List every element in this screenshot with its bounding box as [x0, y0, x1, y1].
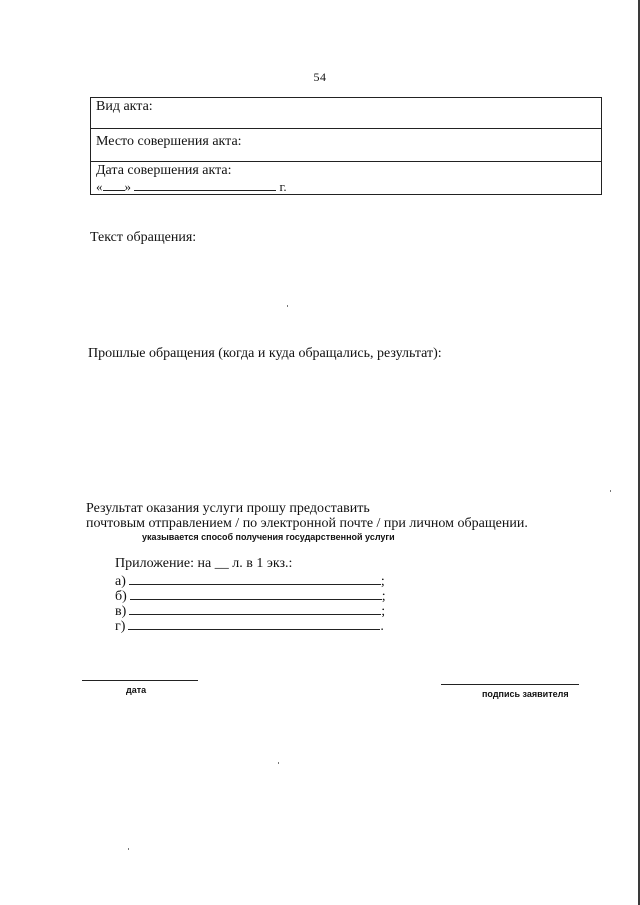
applicant-signature-line [441, 684, 579, 685]
act-date-fill-line [96, 178, 287, 195]
result-line-1: Результат оказания услуги прошу предоставить [86, 501, 370, 516]
act-date-label: Дата совершения акта: [96, 163, 232, 178]
annex-blank [130, 587, 382, 600]
page-number: 54 [313, 70, 327, 84]
annex-end: . [380, 619, 384, 634]
day-blank [103, 178, 125, 191]
date-open-quote: « [96, 179, 103, 194]
annex-title: Приложение: на __ л. в 1 экз.: [115, 556, 293, 571]
date-close-quote: » [124, 179, 131, 194]
annex-letter: а) [115, 574, 126, 589]
annex-end: ; [380, 574, 385, 589]
annex-letter: б) [115, 589, 127, 604]
signature-caption: подпись заявителя [482, 689, 569, 699]
annex-item-d [115, 617, 384, 635]
annex-end: ; [381, 589, 386, 604]
appeal-text-label: Текст обращения: [90, 230, 197, 245]
act-info-table [90, 97, 602, 195]
annex-blank [129, 572, 381, 585]
act-date-row [91, 162, 601, 194]
result-line-2: почтовым отправлением / по электронной почте / при личном обращении. [86, 516, 528, 531]
scan-speck [128, 848, 129, 850]
scan-speck [610, 490, 611, 492]
date-caption: дата [126, 685, 147, 695]
annex-blank [129, 602, 381, 615]
annex-blank [128, 617, 380, 630]
year-suffix: г. [279, 179, 287, 194]
annex-end: ; [381, 604, 386, 619]
act-kind-row [91, 98, 601, 129]
annex-letter: г) [115, 619, 126, 634]
result-hint: указывается способ получения государственной услуги [142, 532, 395, 542]
act-kind-label: Вид акта: [96, 99, 153, 114]
act-place-row [91, 129, 601, 162]
scan-speck [278, 762, 279, 764]
act-place-label: Место совершения акта: [96, 134, 242, 149]
month-year-blank [134, 178, 276, 191]
date-signature-line [82, 680, 198, 681]
past-appeals-label: Прошлые обращения (когда и куда обращались, результат): [88, 346, 442, 361]
scan-speck [287, 305, 288, 307]
annex-letter: в) [115, 604, 127, 619]
